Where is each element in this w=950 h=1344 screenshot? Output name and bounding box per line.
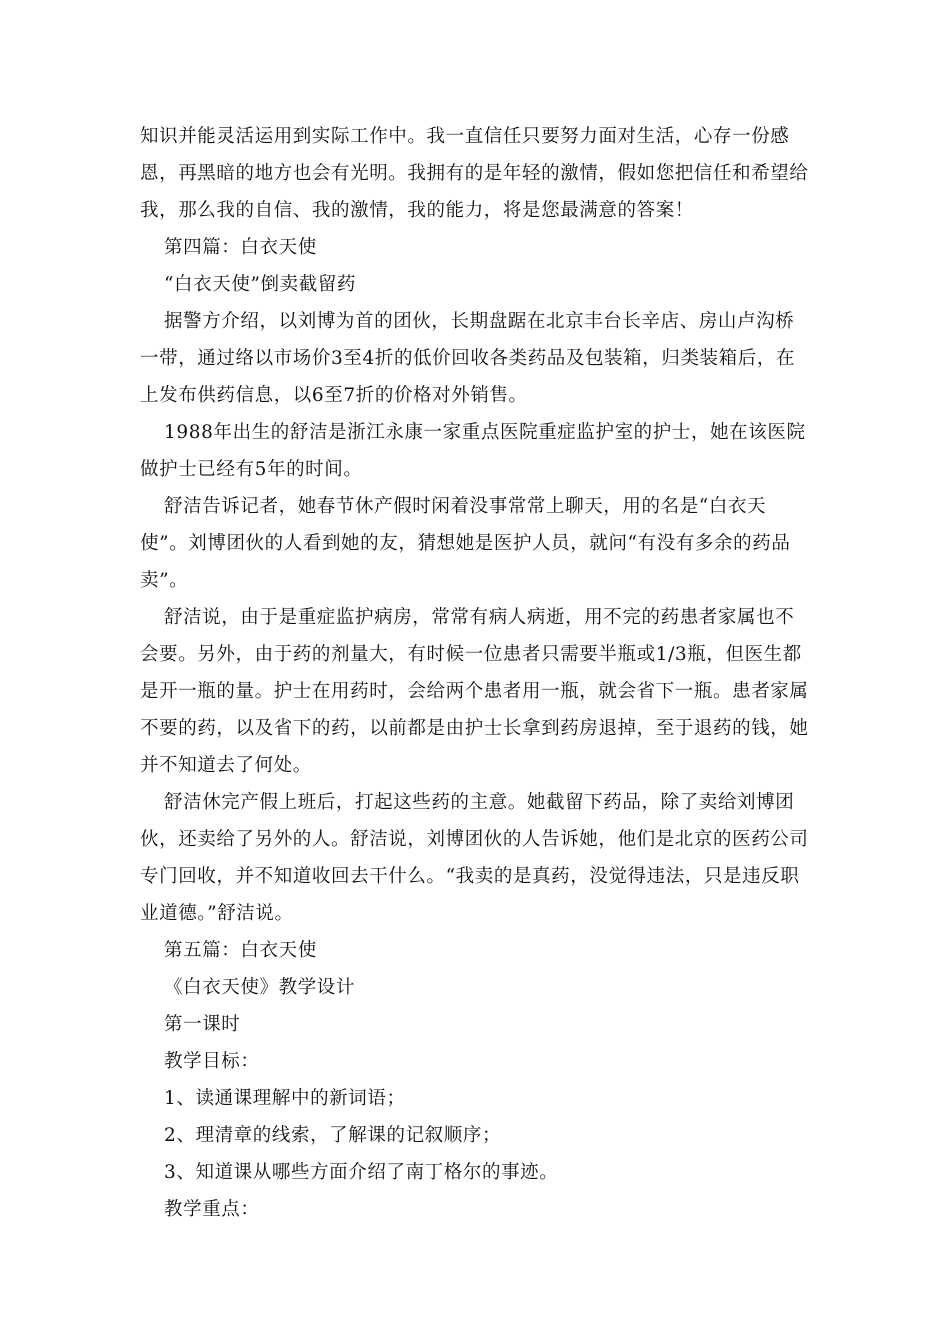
paragraph: 舒洁休完产假上班后，打起这些药的主意。她截留下药品，除了卖给刘博团伙，还卖给了另外的人。舒洁说，刘博团伙的人告诉她，他们是北京的医药公司专门回收，并不知道收回去干什么。“我卖的是真药，没觉得违法，只是违反职业道德。”舒洁说。 — [140, 792, 809, 924]
key-points-heading: 教学重点： — [164, 1199, 260, 1220]
objective-item: 3、知道课从哪些方面介绍了南丁格尔的事迹。 — [164, 1162, 559, 1183]
document-body — [140, 118, 812, 1228]
paragraph: 1988年出生的舒洁是浙江永康一家重点医院重症监护室的护士，她在该医院做护士已经有5年的时间。 — [140, 422, 806, 480]
objectives-heading: 教学目标： — [164, 1051, 260, 1072]
section-heading-5: 第五篇：白衣天使 — [164, 940, 317, 961]
paragraph: 舒洁说，由于是重症监护病房，常常有病人病逝，用不完的药患者家属也不会要。另外，由于药的剂量大，有时候一位患者只需要半瓶或1/3瓶，但医生都是开一瓶的量。护士在用药时，会给两个患者用一瓶，就会省下一瓶。患者家属不要的药，以及省下的药，以前都是由护士长拿到药房退掉，至于退药的钱，她并不知道去了何处。 — [140, 607, 809, 776]
paragraph-continuation: 知识并能灵活运用到实际工作中。我一直信任只要努力面对生活，心存一份感恩，再黑暗的地方也会有光明。我拥有的是年轻的激情，假如您把信任和希望给我，那么我的自信、我的激情，我的能力，将是您最满意的答案！ — [140, 126, 809, 221]
paragraph: 舒洁告诉记者，她春节休产假时闲着没事常常上聊天，用的名是“白衣天使”。刘博团伙的人看到她的友，猜想她是医护人员，就问“有没有多余的药品卖”。 — [140, 496, 791, 591]
section-heading-4: 第四篇：白衣天使 — [164, 237, 317, 258]
lesson-title: 《白衣天使》教学设计 — [164, 977, 356, 998]
article-title: “白衣天使”倒卖截留药 — [164, 274, 357, 295]
objective-item: 2、理清章的线索，了解课的记叙顺序； — [164, 1125, 502, 1146]
objective-item: 1、读通课理解中的新词语； — [164, 1088, 406, 1109]
lesson-period: 第一课时 — [164, 1014, 241, 1035]
paragraph: 据警方介绍，以刘博为首的团伙，长期盘踞在北京丰台长辛店、房山卢沟桥一带，通过络以市场价3至4折的低价回收各类药品及包装箱，归类装箱后，在上发布供药信息，以6至7折的价格对外销售。 — [140, 311, 796, 406]
